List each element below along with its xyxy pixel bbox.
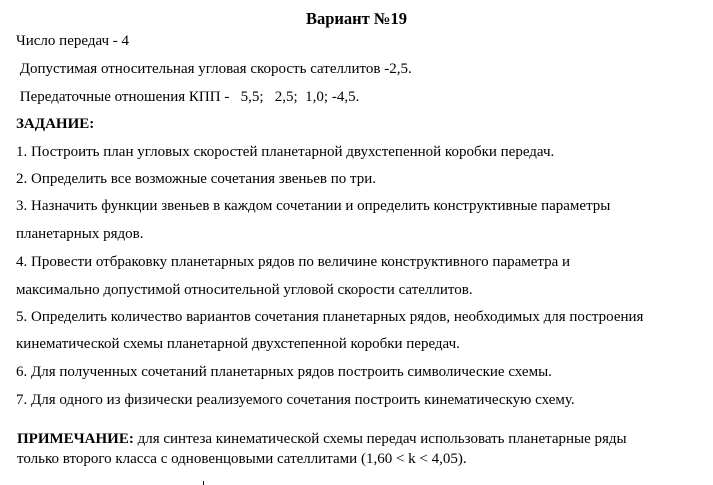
text-cursor: [203, 481, 204, 485]
note-text-line2: только второго класса с одновенцовыми сателлитами (1,60 < k < 4,05).: [17, 451, 467, 467]
task-heading: ЗАДАНИЕ:: [16, 116, 95, 132]
task-line-1: 1. Построить план угловых скоростей планетарной двухстепенной коробки передач.: [16, 144, 555, 160]
task-line-6: 6. Для полученных сочетаний планетарных рядов построить символические схемы.: [16, 364, 552, 380]
page-title: Вариант №19: [305, 9, 407, 28]
note-block: [17, 429, 707, 469]
task-line-5-cont: кинематической схемы планетарной двухстепенной коробки передач.: [16, 336, 460, 352]
satellite-speed-line: Допустимая относительная угловая скорость сателлитов -2,5.: [16, 61, 412, 77]
task-line-5: 5. Определить количество вариантов сочетания планетарных рядов, необходимых для построения: [16, 309, 644, 325]
note-text-line1: для синтеза кинематической схемы передач использовать планетарные ряды: [133, 431, 627, 447]
gear-ratios-line: Передаточные отношения КПП - 5,5; 2,5; 1,0; -4,5.: [16, 89, 360, 105]
task-line-3: 3. Назначить функции звеньев в каждом сочетании и определить конструктивные параметры: [16, 198, 611, 214]
note-label: ПРИМЕЧАНИЕ:: [17, 431, 134, 447]
task-line-4-cont: максимально допустимой относительной угловой скорости сателлитов.: [16, 282, 473, 298]
task-line-2: 2. Определить все возможные сочетания звеньев по три.: [16, 171, 376, 187]
task-line-4: 4. Провести отбраковку планетарных рядов по величине конструктивного параметра и: [16, 254, 571, 270]
task-line-3-cont: планетарных рядов.: [16, 226, 144, 242]
task-line-7: 7. Для одного из физически реализуемого сочетания построить кинематическую схему.: [16, 392, 575, 408]
gear-count-line: Число передач - 4: [16, 33, 130, 49]
